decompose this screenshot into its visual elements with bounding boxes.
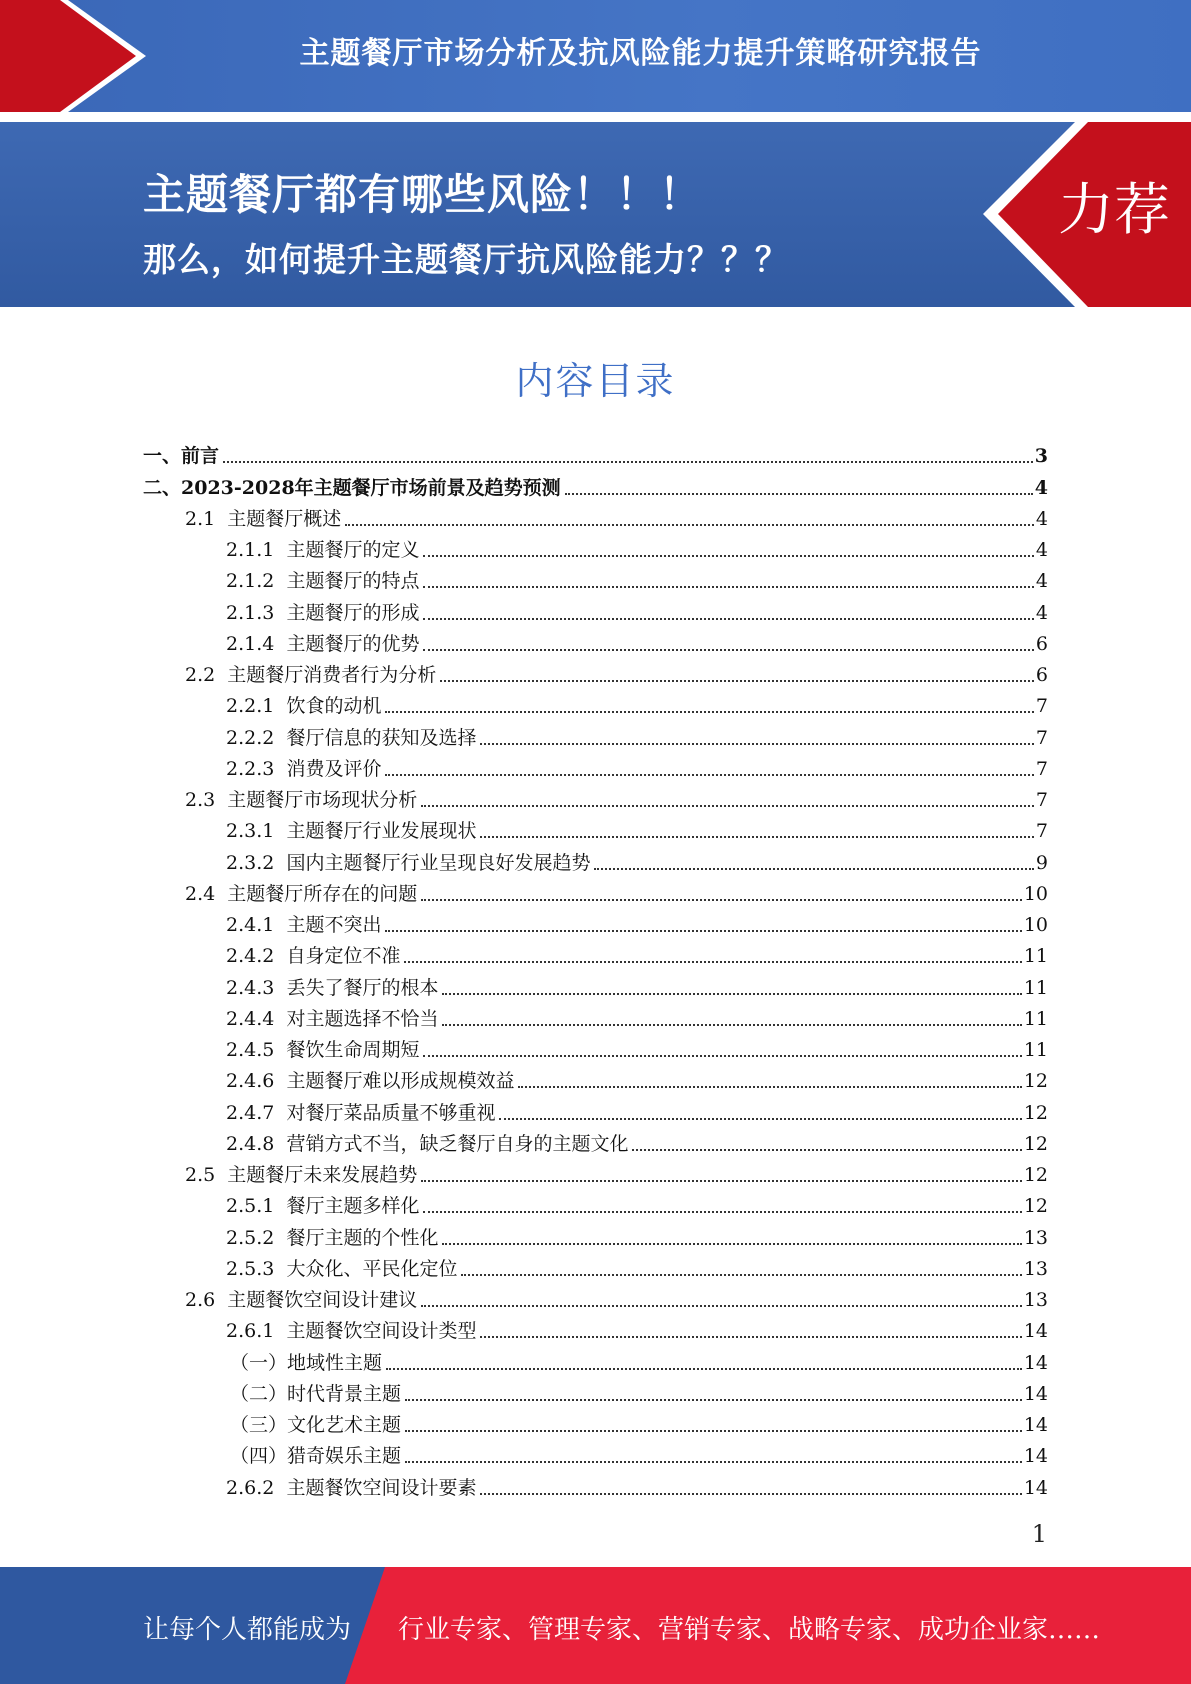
toc-entry-label: 主题餐厅市场现状分析 [227, 789, 418, 811]
toc-dot-leader [461, 1274, 1021, 1276]
toc-entry-number: 2.6.1 [226, 1320, 287, 1343]
toc-entry-label: 主题餐饮空间设计类型 [286, 1320, 477, 1343]
toc-dot-leader [423, 1055, 1021, 1057]
toc-entry-page: 13 [1023, 1226, 1048, 1249]
toc-entry-page: 7 [1035, 726, 1048, 749]
toc-dot-leader [405, 1399, 1022, 1401]
toc-dot-leader [405, 1430, 1022, 1432]
toc-entry-number: 2.2.1 [226, 695, 287, 718]
toc-entry-page: 4 [1035, 601, 1048, 624]
toc-entry[interactable] [143, 906, 1048, 937]
toc-entry-number: 2.1.1 [226, 539, 287, 561]
toc-dot-leader [480, 743, 1033, 745]
page-number: 1 [1031, 1520, 1047, 1548]
toc-entry-label: 营销方式不当，缺乏餐厅自身的主题文化 [286, 1132, 629, 1155]
toc-entry[interactable] [143, 625, 1048, 656]
toc-entry-number: （三） [230, 1414, 288, 1436]
toc-entry-label: 主题餐厅的形成 [286, 601, 420, 624]
toc-entry-number: 2.4 [185, 882, 228, 905]
toc-entry-number: 2.1.3 [226, 601, 287, 624]
hero-subheadline: 那么，如何提升主题餐厅抗风险能力？？？ [143, 240, 789, 279]
toc-entry-label: 主题不突出 [286, 914, 382, 936]
toc-dot-leader [518, 1086, 1021, 1088]
toc-entry-label: 大众化、平民化定位 [286, 1257, 458, 1280]
toc-entry-number: 2.4.2 [226, 945, 287, 968]
toc-dot-leader [480, 836, 1033, 838]
report-title: 主题餐厅市场分析及抗风险能力提升策略研究报告 [299, 36, 982, 71]
toc-entry-number: 2.4.7 [226, 1101, 287, 1124]
toc-entry-number: 2.4.3 [226, 976, 287, 999]
hero-headline: 主题餐厅都有哪些风险！！！ [143, 170, 703, 219]
toc-entry[interactable] [143, 1281, 1048, 1312]
toc-entry-label: 时代背景主题 [287, 1382, 402, 1405]
toc-entry-label: 餐厅主题的个性化 [286, 1226, 439, 1249]
toc-entry-page: 10 [1023, 914, 1048, 936]
toc-entry-label: 消费及评价 [286, 757, 382, 780]
toc-entry-label: 国内主题餐厅行业呈现良好发展趋势 [286, 851, 591, 874]
toc-entry[interactable] [143, 1031, 1048, 1062]
toc-entry-page: 7 [1035, 757, 1048, 780]
toc-entry-page: 10 [1023, 882, 1048, 905]
toc-dot-leader [385, 930, 1021, 932]
toc-entry-page: 14 [1023, 1320, 1048, 1343]
toc-entry-label: 主题餐厅概述 [227, 507, 342, 530]
toc-entry-number: 2.5.2 [226, 1226, 287, 1249]
toc-entry-label: 主题餐厅的定义 [286, 539, 420, 561]
toc-entry[interactable] [143, 1187, 1048, 1218]
toc-dot-leader [423, 586, 1033, 588]
toc-entry-number: 2.3.2 [226, 851, 287, 874]
toc-entry-number: 2.4.4 [226, 1007, 287, 1030]
toc-entry[interactable] [143, 875, 1048, 906]
toc-entry[interactable] [143, 1406, 1048, 1437]
toc-entry-page: 4 [1035, 539, 1048, 561]
toc-entry[interactable] [143, 750, 1048, 781]
toc-entry-page: 13 [1023, 1289, 1048, 1311]
top-banner [0, 0, 1191, 112]
toc-entry[interactable] [143, 1218, 1048, 1249]
toc-entry-label: 文化艺术主题 [287, 1414, 402, 1436]
toc-entry[interactable] [143, 437, 1048, 468]
toc-entry[interactable] [143, 593, 1048, 624]
toc-dot-leader [632, 1149, 1021, 1151]
toc-entry-number: 2.6.2 [226, 1476, 287, 1499]
toc-entry-page: 12 [1023, 1195, 1048, 1218]
toc-entry-number: 2.6 [185, 1289, 228, 1311]
toc-entry[interactable] [143, 843, 1048, 874]
toc-entry-page: 14 [1023, 1351, 1048, 1374]
toc-entry-page: 3 [1034, 445, 1048, 468]
toc-dot-leader [421, 1180, 1022, 1182]
toc-entry-page: 6 [1035, 664, 1048, 686]
toc-entry-number: 2.4.5 [226, 1039, 287, 1061]
toc-entry-page: 11 [1023, 945, 1048, 968]
toc-entry-page: 7 [1035, 695, 1048, 718]
toc-entry-label: 餐饮生命周期短 [286, 1039, 420, 1061]
toc-dot-leader [421, 805, 1034, 807]
toc-dot-leader [405, 1461, 1022, 1463]
toc-entry-label: 主题餐厅行业发展现状 [286, 820, 477, 843]
toc-entry-page: 14 [1023, 1414, 1048, 1436]
recommend-badge: 力荐 [1058, 178, 1170, 243]
toc-entry-number: 2.5.1 [226, 1195, 287, 1218]
toc-entry-label: 主题餐厅难以形成规模效益 [286, 1070, 515, 1093]
hero-banner [0, 122, 1191, 307]
toc-entry-number: 2.1.2 [226, 570, 287, 593]
toc-dot-leader [404, 961, 1021, 963]
toc-dot-leader [385, 711, 1033, 713]
toc-entry-label: 自身定位不准 [286, 945, 401, 968]
toc-dot-leader [442, 993, 1021, 995]
toc-entry[interactable] [143, 812, 1048, 843]
toc-entry-page: 4 [1035, 570, 1048, 593]
toc-entry-label: 主题餐厅的优势 [286, 632, 420, 655]
toc-entry[interactable] [143, 1062, 1048, 1093]
toc-dot-leader [345, 524, 1034, 526]
table-of-contents [143, 437, 1048, 1500]
toc-entry-number: （二） [230, 1382, 288, 1405]
toc-entry[interactable] [143, 656, 1048, 687]
toc-entry-number: 2.5.3 [226, 1257, 287, 1280]
toc-entry-page: 14 [1023, 1476, 1048, 1499]
toc-entry-label: 主题餐厅未来发展趋势 [227, 1164, 418, 1186]
toc-dot-leader [442, 1024, 1021, 1026]
toc-dot-leader [480, 1336, 1021, 1338]
toc-entry-label: 地域性主题 [287, 1351, 383, 1374]
toc-entry-page: 11 [1023, 1007, 1048, 1030]
toc-entry-page: 12 [1023, 1132, 1048, 1155]
toc-entry[interactable] [143, 531, 1048, 562]
toc-dot-leader [594, 868, 1033, 870]
toc-entry-label: 主题餐饮空间设计建议 [227, 1289, 418, 1311]
toc-entry-page: 11 [1023, 1039, 1048, 1061]
toc-entry-page: 12 [1023, 1070, 1048, 1093]
red-chevron-shape [0, 0, 160, 112]
toc-entry-label: 饮食的动机 [286, 695, 382, 718]
toc-entry[interactable] [143, 1000, 1048, 1031]
toc-entry-number: 2.1 [185, 507, 228, 530]
toc-entry-number: 2.2.2 [226, 726, 287, 749]
toc-dot-leader [421, 899, 1022, 901]
toc-entry-number: 2.4.8 [226, 1132, 287, 1155]
toc-dot-leader [421, 1305, 1022, 1307]
toc-entry-page: 12 [1023, 1101, 1048, 1124]
toc-entry[interactable] [143, 1156, 1048, 1187]
toc-dot-leader [423, 618, 1033, 620]
toc-entry-page: 13 [1023, 1257, 1048, 1280]
toc-entry-number: （一） [230, 1351, 288, 1374]
toc-entry-label: 对餐厅菜品质量不够重视 [286, 1101, 496, 1124]
toc-entry-label: 主题餐厅消费者行为分析 [227, 664, 437, 686]
toc-title: 内容目录 [515, 359, 676, 403]
toc-entry[interactable] [143, 1125, 1048, 1156]
toc-entry-number: 2.4.1 [226, 914, 287, 936]
toc-entry-label: 猎奇娱乐主题 [287, 1445, 402, 1468]
toc-entry-label: 餐厅主题多样化 [286, 1195, 420, 1218]
toc-dot-leader [423, 649, 1033, 651]
toc-dot-leader [423, 1211, 1021, 1213]
toc-entry-number: 2.2.3 [226, 757, 287, 780]
toc-entry-number: 2.4.6 [226, 1070, 287, 1093]
toc-entry-label: 主题餐厅的特点 [286, 570, 420, 593]
toc-entry-number: 2.3 [185, 789, 228, 811]
toc-entry-label: 餐厅信息的获知及选择 [286, 726, 477, 749]
toc-entry[interactable] [143, 968, 1048, 999]
toc-entry-label: 前言 [181, 445, 220, 468]
toc-entry-number: 一、 [143, 445, 182, 468]
toc-entry-page: 6 [1035, 632, 1048, 655]
toc-entry[interactable] [143, 1343, 1048, 1374]
toc-entry[interactable] [143, 781, 1048, 812]
toc-entry-label: 丢失了餐厅的根本 [286, 976, 439, 999]
toc-dot-leader [385, 774, 1033, 776]
toc-entry[interactable] [143, 500, 1048, 531]
toc-dot-leader [440, 680, 1034, 682]
toc-entry-page: 11 [1023, 976, 1048, 999]
toc-dot-leader [223, 461, 1033, 463]
toc-entry-label: 主题餐厅所存在的问题 [227, 882, 418, 905]
toc-dot-leader [480, 1493, 1021, 1495]
toc-dot-leader [499, 1118, 1021, 1120]
toc-dot-leader [423, 555, 1033, 557]
toc-entry[interactable] [143, 718, 1048, 749]
toc-entry-page: 14 [1023, 1445, 1048, 1468]
toc-entry[interactable] [143, 1250, 1048, 1281]
toc-dot-leader [565, 493, 1033, 495]
toc-entry-label: 对主题选择不恰当 [286, 1007, 439, 1030]
footer-slogan-right: 行业专家、管理专家、营销专家、战略专家、成功企业家…… [398, 1615, 1101, 1645]
toc-entry-page: 14 [1023, 1382, 1048, 1405]
toc-entry-label: 主题餐饮空间设计要素 [286, 1476, 477, 1499]
toc-entry-number: 2.3.1 [226, 820, 287, 843]
toc-entry[interactable] [143, 937, 1048, 968]
toc-entry[interactable] [143, 562, 1048, 593]
toc-entry[interactable] [143, 1437, 1048, 1468]
toc-entry[interactable] [143, 1093, 1048, 1124]
toc-entry[interactable] [143, 1468, 1048, 1499]
footer-slogan-left: 让每个人都能成为 [143, 1615, 352, 1645]
toc-entry-number: 二、 [143, 476, 182, 499]
toc-entry-number: 2.1.4 [226, 632, 287, 655]
toc-entry-number: （四） [230, 1445, 288, 1468]
toc-entry-page: 7 [1035, 789, 1048, 811]
toc-dot-leader [442, 1243, 1021, 1245]
toc-entry-page: 12 [1023, 1164, 1048, 1186]
toc-entry-page: 7 [1035, 820, 1048, 843]
footer [0, 1567, 1191, 1684]
toc-entry[interactable] [143, 1375, 1048, 1406]
toc-entry-label: 2023-2028年主题餐厅市场前景及趋势预测 [181, 476, 561, 499]
toc-entry[interactable] [143, 687, 1048, 718]
toc-entry-page: 9 [1035, 851, 1048, 874]
toc-entry-number: 2.2 [185, 664, 228, 686]
toc-entry-page: 4 [1034, 476, 1048, 499]
toc-dot-leader [386, 1368, 1022, 1370]
toc-entry-number: 2.5 [185, 1164, 228, 1186]
toc-entry[interactable] [143, 468, 1048, 499]
toc-entry-page: 4 [1035, 507, 1048, 530]
toc-entry[interactable] [143, 1312, 1048, 1343]
